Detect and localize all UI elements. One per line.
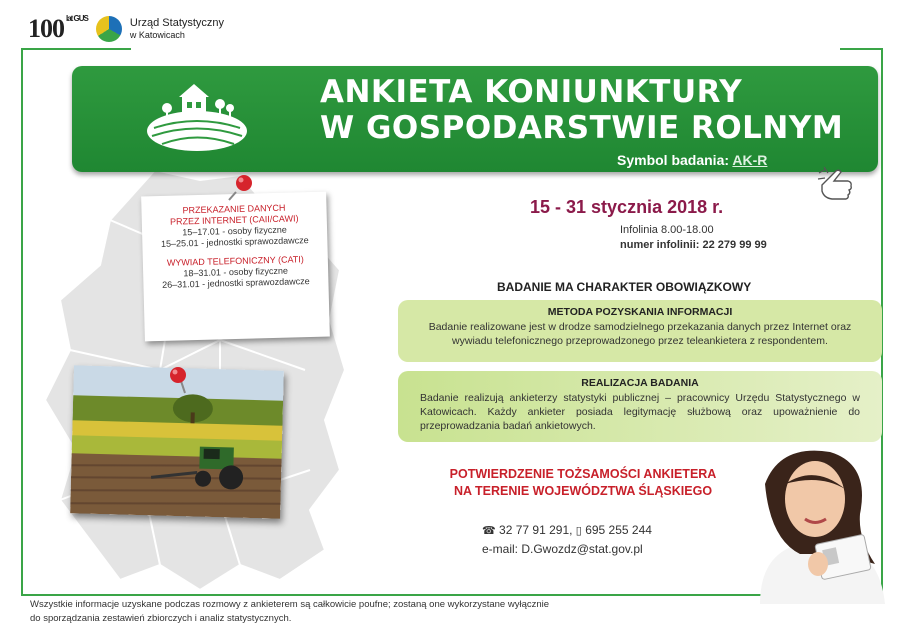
internet-row-2: 15–25.01 - jednostki sprawozdawcze	[160, 235, 309, 249]
phone-row-2: 26–31.01 - jednostki sprawozdawcze	[162, 276, 310, 290]
org-name: Urząd Statystyczny w Katowicach	[129, 17, 225, 40]
phone-icon: ☎	[482, 524, 496, 537]
hotline-number: numer infolinii: 22 279 99 99	[620, 239, 767, 251]
frame-top-left	[21, 48, 131, 50]
method-body: Badanie realizowane jest w drodze samodzielnego przekazania danych przez Internet oraz wywiadu telefonicznego przeprowadzonego przez teleankietera z respondentem.	[428, 321, 852, 347]
realization-body: Badanie realizują ankieterzy statystyki publicznej – pracownicy Urzędu Statystycznego w Katowicach. Każdy ankieter posiada legitymację służbową oraz upoważnienie do przeprowadzania badań ankietowych.	[420, 392, 860, 432]
anniversary-mark: 100 lat GUS	[28, 14, 88, 43]
mobile-number[interactable]: 695 255 244	[585, 523, 652, 537]
mandatory-notice: BADANIE MA CHARAKTER OBOWIĄZKOWY	[497, 280, 752, 294]
internet-heading-2: PRZEZ INTERNET (CAII/CAWI)	[169, 213, 299, 227]
interviewer-photo	[740, 444, 900, 604]
method-box	[398, 300, 882, 362]
phone-numbers[interactable]: 32 77 91 291,	[499, 523, 573, 537]
schedule-note	[141, 192, 330, 342]
logo	[28, 14, 224, 44]
frame-top-right	[840, 48, 883, 50]
confidentiality-note: Wszystkie informacje uzyskane podczas rozmowy z ankieterem są całkowicie poufne; zostaną one wykorzystane wyłącznie do sporządzania zestawień zbiorczych i analiz statystycznych.	[30, 599, 550, 624]
method-title: METODA POZYSKANIA INFORMACJI	[547, 306, 733, 318]
phone-row-1: 18–31.01 - osoby fizyczne	[183, 265, 289, 279]
contact-info	[482, 521, 652, 559]
mobile-icon: ▯	[575, 524, 582, 537]
pushpin-icon	[226, 172, 256, 202]
gus-logo-icon	[96, 16, 122, 42]
survey-dates: 15 - 31 stycznia 2018 r.	[530, 197, 724, 217]
internet-row-1: 15–17.01 - osoby fizyczne	[182, 224, 287, 238]
phone-heading: WYWIAD TELEFONICZNY (CATI)	[166, 254, 304, 268]
page-title: ANKIETA KONIUNKTURY W GOSPODARSTWIE ROLNYM	[320, 74, 844, 146]
survey-symbol: Symbol badania: AK-R	[617, 152, 768, 168]
realization-title: REALIZACJA BADANIA	[581, 377, 699, 389]
internet-heading: PRZEKAZANIE DANYCH	[182, 202, 286, 216]
hotline-hours: Infolinia 8.00-18.00	[620, 224, 714, 236]
realization-box	[398, 371, 882, 442]
pointing-hand-icon	[816, 165, 860, 205]
contact-email[interactable]: e-mail: D.Gwozdz@stat.gov.pl	[482, 542, 643, 556]
farm-icon	[142, 76, 252, 156]
survey-symbol-code[interactable]: AK-R	[732, 152, 768, 168]
identity-confirmation: POTWIERDZENIE TOŻSAMOŚCI ANKIETERA NA TERENIE WOJEWÓDZTWA ŚLĄSKIEGO	[449, 467, 717, 498]
pushpin-icon-2	[167, 365, 197, 395]
